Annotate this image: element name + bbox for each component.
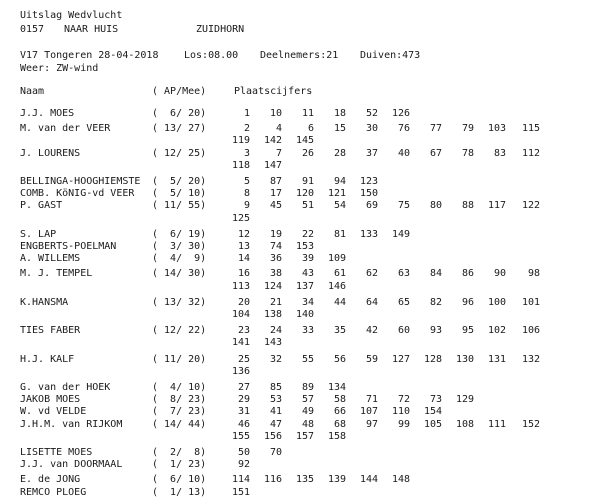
placing-number: 8 xyxy=(243,188,250,200)
placing-number: 2 xyxy=(243,123,250,135)
placing-number: 64 xyxy=(365,296,378,308)
placing-number: 133 xyxy=(359,228,378,240)
placing-number: 105 xyxy=(423,418,442,430)
participants-count: Deelnemers:21 xyxy=(260,50,339,61)
club-name: ZUIDHORN xyxy=(196,24,245,35)
placing-number: 72 xyxy=(397,394,410,406)
placing-number: 107 xyxy=(359,406,378,418)
placing-number: 54 xyxy=(333,200,346,212)
placing-number: 61 xyxy=(333,268,346,280)
placing-number: 48 xyxy=(301,418,314,430)
row-name: ENGBERTS-POELMAN xyxy=(20,241,117,252)
placing-number: 130 xyxy=(455,353,474,365)
placing-number: 93 xyxy=(429,325,442,337)
row-name: K.HANSMA xyxy=(20,296,69,308)
row-name: H.J. KALF xyxy=(20,353,75,365)
placing-number: 81 xyxy=(333,228,346,240)
placing-number: 29 xyxy=(237,394,250,406)
placing-number: 1 xyxy=(243,108,250,119)
placing-number: 6 xyxy=(307,123,314,135)
placing-number: 99 xyxy=(397,418,410,430)
placing-number: 91 xyxy=(301,176,314,187)
placing-number: 11 xyxy=(301,108,314,119)
placing-number: 15 xyxy=(333,123,346,135)
placing-number: 103 xyxy=(487,123,506,135)
row-name: BELLINGA-HOOGHIEMSTE xyxy=(20,176,141,187)
placing-number: 101 xyxy=(521,296,540,308)
placing-number: 136 xyxy=(231,365,250,377)
placing-number: 75 xyxy=(397,200,410,212)
placing-number: 62 xyxy=(365,268,378,280)
pigeons-count: Duiven:473 xyxy=(360,50,421,61)
placing-number: 40 xyxy=(397,147,410,159)
placing-number: 24 xyxy=(269,325,282,337)
placing-number: 4 xyxy=(275,123,282,135)
placing-number: 157 xyxy=(295,430,314,442)
placing-number: 38 xyxy=(269,268,282,280)
placing-number: 77 xyxy=(429,123,442,135)
placing-number: 88 xyxy=(461,200,474,212)
placing-number: 39 xyxy=(301,253,314,265)
row-apmee: ( 6/ 10) xyxy=(152,474,207,486)
placing-number: 5 xyxy=(243,176,250,187)
row-apmee: ( 11/ 55) xyxy=(152,200,207,212)
placing-number: 52 xyxy=(365,108,378,119)
row-name: J.J. van DOORMAAL xyxy=(20,459,123,471)
row-apmee: ( 8/ 23) xyxy=(152,394,207,406)
placing-number: 44 xyxy=(333,296,346,308)
placing-number: 17 xyxy=(269,188,282,200)
placing-number: 71 xyxy=(365,394,378,406)
placing-number: 69 xyxy=(365,200,378,212)
placing-number: 49 xyxy=(301,406,314,418)
row-name: W. vd VELDE xyxy=(20,406,87,418)
placing-number: 45 xyxy=(269,200,282,212)
placing-number: 119 xyxy=(231,135,250,147)
placing-number: 20 xyxy=(237,296,250,308)
race-label: NAAR HUIS xyxy=(64,24,119,35)
placing-number: 43 xyxy=(301,268,314,280)
placing-number: 115 xyxy=(521,123,540,135)
placing-number: 102 xyxy=(487,325,506,337)
placing-number: 116 xyxy=(263,474,282,486)
placing-number: 96 xyxy=(461,296,474,308)
row-apmee: ( 14/ 30) xyxy=(152,268,207,280)
placing-number: 149 xyxy=(391,228,410,240)
placing-number: 158 xyxy=(327,430,346,442)
column-header-name: Naam xyxy=(20,86,45,97)
placing-number: 86 xyxy=(461,268,474,280)
placing-number: 10 xyxy=(269,108,282,119)
placing-number: 9 xyxy=(243,200,250,212)
placing-number: 113 xyxy=(231,280,250,292)
placing-number: 27 xyxy=(237,382,250,393)
weather-info: Weer: ZW-wind xyxy=(20,63,99,74)
row-name: J. LOURENS xyxy=(20,147,81,159)
placing-number: 79 xyxy=(461,123,474,135)
row-apmee: ( 13/ 27) xyxy=(152,123,207,135)
placing-number: 74 xyxy=(269,241,282,252)
placing-number: 94 xyxy=(333,176,346,187)
placing-number: 26 xyxy=(301,147,314,159)
placing-number: 134 xyxy=(327,382,346,393)
row-apmee: ( 5/ 20) xyxy=(152,176,207,187)
placing-number: 95 xyxy=(461,325,474,337)
row-name: J.H.M. van RIJKOM xyxy=(20,418,123,430)
row-apmee: ( 6/ 20) xyxy=(152,108,207,119)
row-name: LISETTE MOES xyxy=(20,447,93,458)
placing-number: 73 xyxy=(429,394,442,406)
placing-number: 31 xyxy=(237,406,250,418)
placing-number: 65 xyxy=(397,296,410,308)
placing-number: 153 xyxy=(295,241,314,252)
row-apmee: ( 5/ 10) xyxy=(152,188,207,200)
placing-number: 16 xyxy=(237,268,250,280)
placing-number: 14 xyxy=(237,253,250,265)
placing-number: 114 xyxy=(231,474,250,486)
placing-number: 41 xyxy=(269,406,282,418)
placing-number: 50 xyxy=(237,447,250,458)
row-name: E. de JONG xyxy=(20,474,81,486)
placing-number: 142 xyxy=(263,135,282,147)
placing-number: 127 xyxy=(391,353,410,365)
placing-number: 118 xyxy=(231,159,250,171)
placing-number: 98 xyxy=(527,268,540,280)
placing-number: 122 xyxy=(521,200,540,212)
placing-number: 59 xyxy=(365,353,378,365)
row-apmee: ( 6/ 19) xyxy=(152,228,207,240)
placing-number: 89 xyxy=(301,382,314,393)
placing-number: 154 xyxy=(423,406,442,418)
placing-number: 7 xyxy=(275,147,282,159)
placing-number: 152 xyxy=(521,418,540,430)
row-apmee: ( 13/ 32) xyxy=(152,296,207,308)
placing-number: 151 xyxy=(231,486,250,498)
placing-number: 143 xyxy=(263,337,282,349)
placing-number: 58 xyxy=(333,394,346,406)
placing-number: 108 xyxy=(455,418,474,430)
placing-number: 42 xyxy=(365,325,378,337)
placing-number: 23 xyxy=(237,325,250,337)
release-info: V17 Tongeren 28-04-2018 xyxy=(20,50,159,61)
placing-number: 135 xyxy=(295,474,314,486)
race-number: 0157 xyxy=(20,24,45,35)
row-name: G. van der HOEK xyxy=(20,382,111,393)
placing-number: 146 xyxy=(327,280,346,292)
placing-number: 92 xyxy=(237,459,250,471)
column-header-apmee: ( AP/Mee) xyxy=(152,86,207,97)
placing-number: 22 xyxy=(301,228,314,240)
placing-number: 155 xyxy=(231,430,250,442)
placing-number: 19 xyxy=(269,228,282,240)
placing-number: 70 xyxy=(269,447,282,458)
placing-number: 60 xyxy=(397,325,410,337)
row-apmee: ( 2/ 8) xyxy=(152,447,207,458)
placing-number: 83 xyxy=(493,147,506,159)
column-header-plaatscijfers: Plaatscijfers xyxy=(234,86,313,97)
placing-number: 111 xyxy=(487,418,506,430)
row-name: M. J. TEMPEL xyxy=(20,268,93,280)
placing-number: 66 xyxy=(333,406,346,418)
placing-number: 156 xyxy=(263,430,282,442)
placing-number: 12 xyxy=(237,228,250,240)
row-apmee: ( 12/ 22) xyxy=(152,325,207,337)
row-apmee: ( 1/ 13) xyxy=(152,486,207,498)
placing-number: 104 xyxy=(231,309,250,320)
placing-number: 106 xyxy=(521,325,540,337)
placing-number: 63 xyxy=(397,268,410,280)
placing-number: 13 xyxy=(237,241,250,252)
placing-number: 90 xyxy=(493,268,506,280)
placing-number: 139 xyxy=(327,474,346,486)
document-title: Uitslag Wedvlucht xyxy=(20,10,123,21)
row-name: J.J. MOES xyxy=(20,108,75,119)
placing-number: 76 xyxy=(397,123,410,135)
placing-number: 46 xyxy=(237,418,250,430)
placing-number: 84 xyxy=(429,268,442,280)
placing-number: 33 xyxy=(301,325,314,337)
placing-number: 112 xyxy=(521,147,540,159)
placing-number: 35 xyxy=(333,325,346,337)
los-time: Los:08.00 xyxy=(184,50,239,61)
placing-number: 25 xyxy=(237,353,250,365)
placing-number: 87 xyxy=(269,176,282,187)
placing-number: 47 xyxy=(269,418,282,430)
placing-number: 124 xyxy=(263,280,282,292)
placing-number: 85 xyxy=(269,382,282,393)
placing-number: 53 xyxy=(269,394,282,406)
row-name: S. LAP xyxy=(20,228,57,240)
placing-number: 78 xyxy=(461,147,474,159)
row-name: JAKOB MOES xyxy=(20,394,81,406)
placing-number: 68 xyxy=(333,418,346,430)
placing-number: 34 xyxy=(301,296,314,308)
placing-number: 56 xyxy=(333,353,346,365)
placing-number: 28 xyxy=(333,147,346,159)
placing-number: 131 xyxy=(487,353,506,365)
placing-number: 3 xyxy=(243,147,250,159)
placing-number: 55 xyxy=(301,353,314,365)
placing-number: 126 xyxy=(391,108,410,119)
placing-number: 97 xyxy=(365,418,378,430)
placing-number: 109 xyxy=(327,253,346,265)
row-name: M. van der VEER xyxy=(20,123,111,135)
placing-number: 125 xyxy=(231,212,250,224)
placing-number: 150 xyxy=(359,188,378,200)
placing-number: 30 xyxy=(365,123,378,135)
placing-number: 18 xyxy=(333,108,346,119)
row-apmee: ( 12/ 25) xyxy=(152,147,207,159)
placing-number: 138 xyxy=(263,309,282,320)
placing-number: 120 xyxy=(295,188,314,200)
placing-number: 141 xyxy=(231,337,250,349)
placing-number: 57 xyxy=(301,394,314,406)
placing-number: 117 xyxy=(487,200,506,212)
placing-number: 51 xyxy=(301,200,314,212)
placing-number: 132 xyxy=(521,353,540,365)
row-name: TIES FABER xyxy=(20,325,81,337)
row-apmee: ( 3/ 30) xyxy=(152,241,207,252)
placing-number: 67 xyxy=(429,147,442,159)
placing-number: 137 xyxy=(295,280,314,292)
row-name: P. GAST xyxy=(20,200,63,212)
row-apmee: ( 4/ 9) xyxy=(152,253,207,265)
placing-number: 147 xyxy=(263,159,282,171)
placing-number: 37 xyxy=(365,147,378,159)
row-name: A. WILLEMS xyxy=(20,253,81,265)
row-name: REMCO PLOEG xyxy=(20,486,87,498)
placing-number: 121 xyxy=(327,188,346,200)
placing-number: 80 xyxy=(429,200,442,212)
placing-number: 145 xyxy=(295,135,314,147)
row-apmee: ( 7/ 23) xyxy=(152,406,207,418)
row-apmee: ( 4/ 10) xyxy=(152,382,207,393)
placing-number: 82 xyxy=(429,296,442,308)
placing-number: 36 xyxy=(269,253,282,265)
placing-number: 100 xyxy=(487,296,506,308)
placing-number: 110 xyxy=(391,406,410,418)
row-apmee: ( 14/ 44) xyxy=(152,418,207,430)
placing-number: 32 xyxy=(269,353,282,365)
placing-number: 144 xyxy=(359,474,378,486)
placing-number: 21 xyxy=(269,296,282,308)
placing-number: 148 xyxy=(391,474,410,486)
row-apmee: ( 11/ 20) xyxy=(152,353,207,365)
placing-number: 129 xyxy=(455,394,474,406)
row-name: COMB. KöNIG-vd VEER xyxy=(20,188,135,200)
placing-number: 123 xyxy=(359,176,378,187)
placing-number: 140 xyxy=(295,309,314,320)
placing-number: 128 xyxy=(423,353,442,365)
row-apmee: ( 1/ 23) xyxy=(152,459,207,471)
